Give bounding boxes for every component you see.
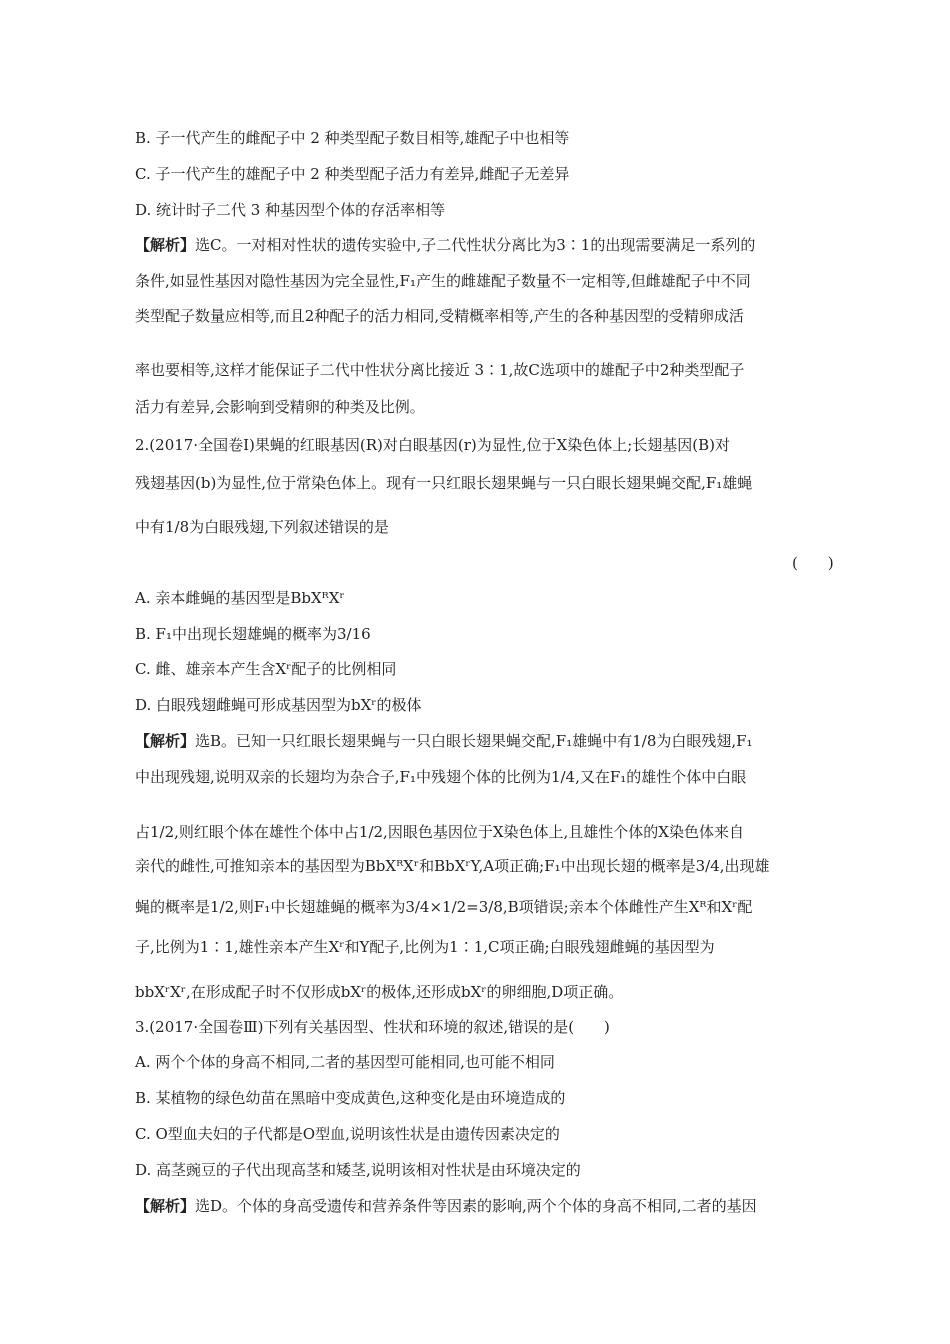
q3-option-b: B. 某植物的绿色幼苗在黑暗中变成黄色,这种变化是由环境造成的 <box>135 1089 566 1107</box>
q2-analysis-line-6: 子,比例为1∶1,雄性亲本产生Xʳ和Y配子,比例为1∶1,C项正确;白眼残翅雌蝇的基因型为 <box>135 938 715 956</box>
analysis-label: 【解析】 <box>135 236 196 254</box>
q2-stem-line-2: 残翅基因(b)为显性,位于常染色体上。现有一只红眼长翅果蝇与一只白眼长翅果蝇交配,F₁雄蝇 <box>135 474 753 492</box>
q2-analysis-line-7: bbXʳXʳ,在形成配子时不仅形成bXʳ的极体,还形成bXʳ的卵细胞,D项正确。 <box>135 983 624 1001</box>
q2-stem-line-1: 2.(2017·全国卷Ⅰ)果蝇的红眼基因(R)对白眼基因(r)为显性,位于X染色体上;长翅基因(B)对 <box>135 436 730 454</box>
q2-analysis-line-1: 【解析】选B。已知一只红眼长翅果蝇与一只白眼长翅果蝇交配,F₁雄蝇中有1/8为白眼残翅,F₁ <box>135 732 753 750</box>
q2-analysis-line-2: 中出现残翅,说明双亲的长翅均为杂合子,F₁中残翅个体的比例为1/4,又在F₁的雄性个体中白眼 <box>135 768 747 786</box>
q1-analysis-line-4: 率也要相等,这样才能保证子二代中性状分离比接近 3∶1,故C选项中的雄配子中2种类型配子 <box>135 361 745 379</box>
analysis-label: 【解析】 <box>135 1197 196 1215</box>
q1-option-c: C. 子一代产生的雄配子中 2 种类型配子活力有差异,雌配子无差异 <box>135 165 570 183</box>
q1-analysis-line-1: 【解析】选C。一对相对性状的遗传实验中,子二代性状分离比为3∶1的出现需要满足一系列的 <box>135 236 756 254</box>
q1-analysis-line-5: 活力有差异,会影响到受精卵的种类及比例。 <box>135 398 425 416</box>
q2-option-d: D. 白眼残翅雌蝇可形成基因型为bXʳ的极体 <box>135 696 422 714</box>
q3-option-a: A. 两个个体的身高不相同,二者的基因型可能相同,也可能不相同 <box>135 1053 555 1071</box>
q1-analysis-line-2: 条件,如显性基因对隐性基因为完全显性,F₁产生的雌雄配子数量不一定相等,但雌雄配子中不同 <box>135 272 751 290</box>
q1-option-b: B. 子一代产生的雌配子中 2 种类型配子数目相等,雄配子中也相等 <box>135 129 570 147</box>
q2-option-b: B. F₁中出现长翅雄蝇的概率为3/16 <box>135 625 371 643</box>
q3-option-c: C. O型血夫妇的子代都是O型血,说明该性状是由遗传因素决定的 <box>135 1125 560 1143</box>
q1-analysis-line-3: 类型配子数量应相等,而且2种配子的活力相同,受精概率相等,产生的各种基因型的受精卵成活 <box>135 307 744 325</box>
q2-analysis-line-4: 亲代的雌性,可推知亲本的基因型为BbXᴿXʳ和BbXʳY,A项正确;F₁中出现长翅的概率是3/4,出现雄 <box>135 857 770 875</box>
q2-answer-paren: ( ) <box>792 554 834 572</box>
q1-option-d: D. 统计时子二代 3 种基因型个体的存活率相等 <box>135 201 446 219</box>
q3-analysis-line-1: 【解析】选D。个体的身高受遗传和营养条件等因素的影响,两个个体的身高不相同,二者的基因 <box>135 1197 757 1215</box>
q3-stem: 3.(2017·全国卷Ⅲ)下列有关基因型、性状和环境的叙述,错误的是( ) <box>135 1018 610 1036</box>
q2-analysis-line-5: 蝇的概率是1/2,则F₁中长翅雄蝇的概率为3/4×1/2=3/8,B项错误;亲本个体雌性产生Xᴿ和Xʳ配 <box>135 898 753 916</box>
analysis-label: 【解析】 <box>135 732 196 750</box>
q2-option-a: A. 亲本雌蝇的基因型是BbXᴿXʳ <box>135 589 345 607</box>
q2-analysis-line-3: 占1/2,则红眼个体在雄性个体中占1/2,因眼色基因位于X染色体上,且雄性个体的X染色体来自 <box>135 823 744 841</box>
q2-option-c: C. 雌、雄亲本产生含Xʳ配子的比例相同 <box>135 660 397 678</box>
q2-stem-line-3: 中有1/8为白眼残翅,下列叙述错误的是 <box>135 518 389 536</box>
q3-option-d: D. 高茎豌豆的子代出现高茎和矮茎,说明该相对性状是由环境决定的 <box>135 1161 581 1179</box>
